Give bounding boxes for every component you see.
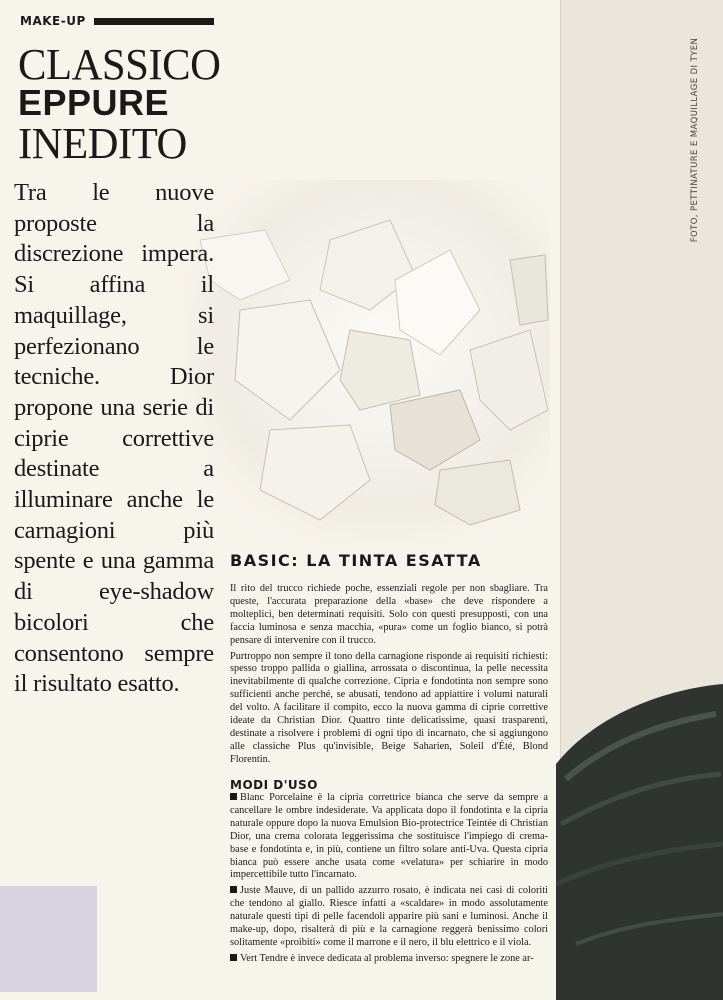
- modi-paragraph-3: [230, 953, 548, 966]
- basic-paragraph-1: Il rito del trucco richiede poche, essenziali regole per non sbagliare. Tra queste, l'accurata preparazione della «base» che deve rispondere a molteplici, ben determinati requisiti. Solo con questi presupposti, con una faccia luminosa e senza macchia, «pura» come un foglio bianco, si potrà pensare di intervenire con il trucco.: [230, 583, 548, 646]
- modi-paragraph-1: [230, 792, 548, 882]
- photo-credit: [690, 25, 702, 255]
- modi-paragraph-2-text: Juste Mauve, di un pallido azzurro rosato, è indicata nei casi di coloriti che tendono al giallo. Riesce infatti a «scaldare» in modo assolutamente naturale questi tipi di pelle facendoli apparire più sani e luminosi. Anche il make-up, dopo, risalterà di più e la carnagione reggerà benissimo colori solitamente «proibiti» come il marrone e il nero, il blu elettrico e il viola.: [230, 885, 548, 948]
- basic-body: [230, 583, 548, 770]
- lead-paragraph: Tra le nuove proposte la discrezione impera. Si affina il maquillage, si perfezionano le tecniche. Dior propone una serie di ciprie correttive destinate a illuminare anche le carnagioni più spente e una gamma di eye-shadow bicolori che consentono sempre il risultato esatto.: [14, 179, 214, 698]
- dark-fabric-photo: [556, 684, 723, 1000]
- photo-credit-text: FOTO, PETTINATURE E MAQUILLAGE DI TYEN: [690, 37, 700, 243]
- bullet-square-icon: [230, 954, 237, 961]
- bullet-square-icon: [230, 793, 237, 800]
- lavender-swatch: [0, 886, 97, 992]
- title-line-2: EPPURE: [18, 82, 170, 123]
- section-label: MAKE-UP: [20, 14, 86, 28]
- modi-paragraph-2: [230, 885, 548, 950]
- crushed-powder-photo: [180, 180, 550, 545]
- title-line-1: CLASSICO: [18, 40, 221, 89]
- bullet-square-icon: [230, 886, 237, 893]
- title-line-3: INEDITO: [18, 119, 187, 168]
- section-rubric: [20, 14, 214, 28]
- basic-heading: BASIC: LA TINTA ESATTA: [230, 551, 482, 570]
- basic-paragraph-2: Purtroppo non sempre il tono della carnagione risponde ai requisiti richiesti: spesso troppo pallida o giallina, arrossata o discontinua, la pelle necessita inevitabilmente di qualche correzione. Cipria e fondotinta non sempre sono sufficienti anche perché, se abusati, tendono ad appiattire i volumi naturali del volto. A facilitare il compito, ecco la nuova gamma di ciprie correttive ideate da Christian Dior. Quattro tinte delicatissime, quasi trasparenti, destinate a risolvere i problemi di ogni tipo di incarnato, che si aggiungono alle classiche Plus qu'invisible, Beige Saharien, Soleil d'Été, Blond Florentin.: [230, 650, 548, 765]
- modi-heading: MODI D'USO: [230, 778, 318, 792]
- section-bar: [94, 18, 214, 25]
- modi-paragraph-3-text: Vert Tendre è invece dedicata al problema inverso: spegnere le zone ar-: [240, 952, 534, 964]
- modi-body: [230, 792, 548, 969]
- modi-paragraph-1-text: Blanc Porcelaine è la cipria correttrice bianca che serve da sempre a cancellare le ombre indesiderate. Va applicata dopo il fondotinta e la cipria naturale oppure dopo la nuova Emulsion Bio-protectrice Teintée di Christian Dior, una crema colorata leggerissima che sostituisce l'impiego di crema-base e fondotinta e, in più, contiene un filtro solare anti-Uva. Questa cipria bianca può essere anche usata come «velatura» per schiarire in modo impercettibile tutto l'incarnato.: [230, 792, 548, 881]
